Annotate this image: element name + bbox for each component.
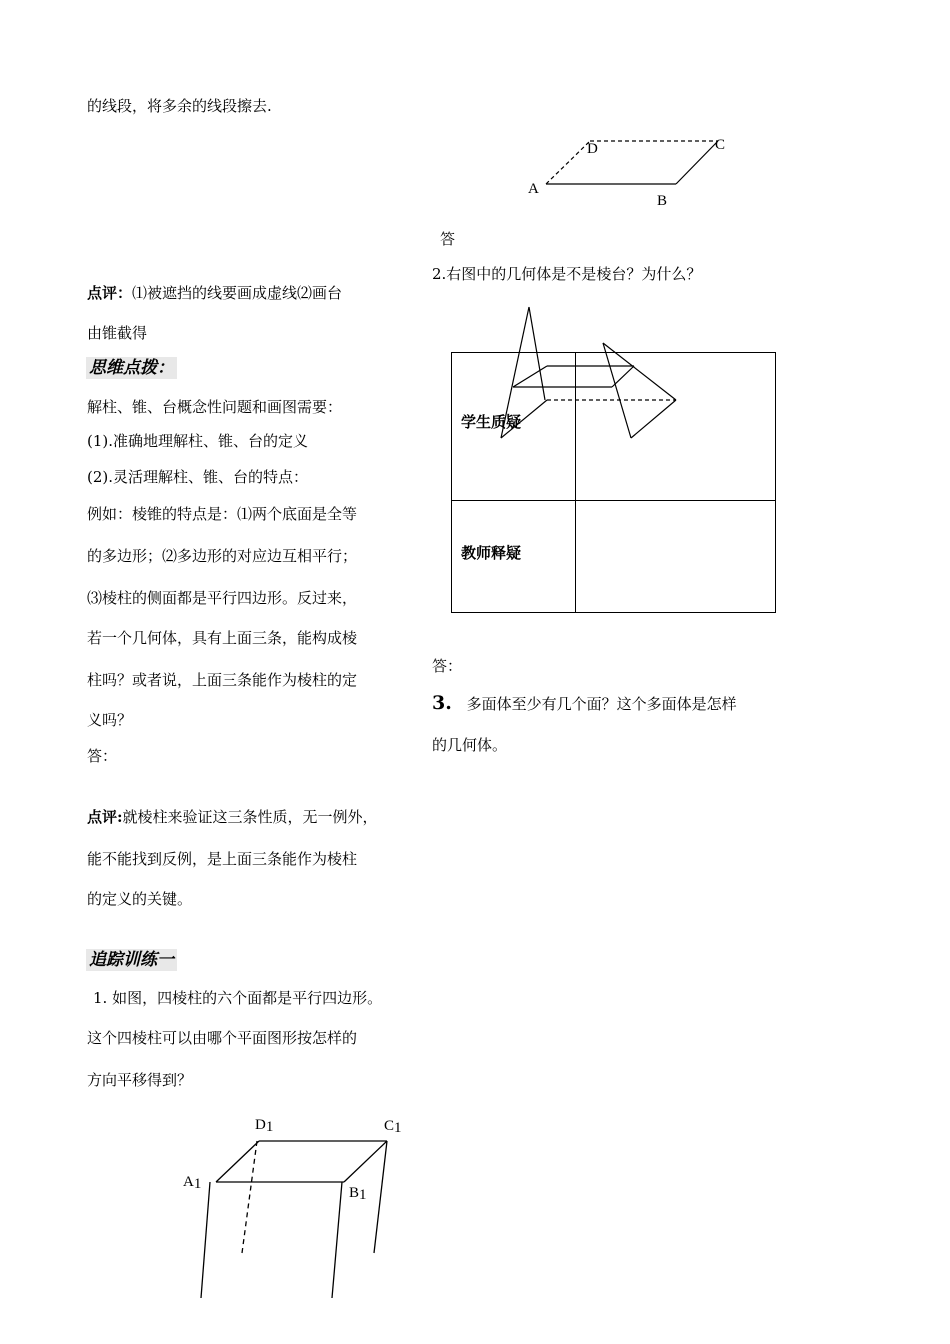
text-line: 的线段，将多余的线段擦去. — [87, 97, 272, 115]
edge-vertical — [201, 1182, 210, 1298]
question-text: 多面体至少有几个面？这个多面体是怎样 — [466, 695, 737, 713]
edge-vertical — [374, 1141, 387, 1253]
edge-ad — [546, 141, 590, 184]
edge-vertical — [332, 1182, 342, 1298]
label-b1: B1 — [349, 1185, 367, 1203]
paragraph-line: 的多边形；⑵多边形的对应边互相平行； — [87, 547, 358, 565]
question-1-line: 这个四棱柱可以由哪个平面图形按怎样的 — [87, 1029, 358, 1047]
paragraph-line: ⑶棱柱的侧面都是平行四边形。反过来， — [87, 589, 358, 607]
paragraph-line: (1).准确地理解柱、锥、台的定义 — [87, 432, 309, 450]
edge — [529, 307, 545, 400]
paragraph-line: 例如：棱锥的特点是：⑴两个底面是全等 — [87, 505, 358, 523]
label-c1: C1 — [384, 1118, 402, 1136]
comment-text: ⑴被遮挡的线要画成虚线⑵画台 — [132, 284, 343, 302]
table-label-teacher: 教师释疑 — [461, 544, 522, 562]
comment-label: 点评： — [87, 284, 133, 302]
paragraph-line: 若一个几何体，具有上面三条，能构成棱 — [87, 629, 358, 647]
label-d1: D1 — [255, 1117, 274, 1135]
label-a: A — [528, 181, 539, 197]
question-3-cont: 的几何体。 — [432, 736, 508, 754]
edge — [603, 343, 631, 438]
answer-label: 答： — [87, 747, 118, 765]
table-label-student: 学生质疑 — [461, 413, 522, 431]
edge — [603, 343, 676, 400]
comment-1-cont: 由锥截得 — [87, 324, 148, 342]
question-2: 2.右图中的几何体是不是棱台？为什么？ — [432, 265, 702, 283]
edge-a1d1 — [216, 1141, 259, 1182]
label-b: B — [657, 193, 668, 209]
label-d: D — [587, 141, 598, 157]
edge-b1c1 — [344, 1141, 387, 1182]
section-heading-practice: 追踪训练一 — [86, 949, 177, 971]
section-heading-thinking: 思维点拨： — [86, 357, 177, 379]
edge-bc — [676, 141, 718, 184]
hidden-edge — [242, 1141, 257, 1253]
comment-text: 就棱柱来验证这三条性质，无一例外， — [122, 808, 378, 826]
comment-label: 点评: — [87, 808, 123, 826]
paragraph-line: 解柱、锥、台概念性问题和画图需要： — [87, 398, 343, 416]
question-1-line: 方向平移得到？ — [87, 1071, 193, 1089]
edge — [631, 400, 676, 438]
comment-2-line: 能不能找到反例，是上面三条能作为棱柱 — [87, 850, 358, 868]
parallelogram-figure — [546, 141, 718, 184]
answer-label: 答： — [432, 657, 463, 675]
comment-2-line: 的定义的关键。 — [87, 890, 193, 908]
answer-label: 答 — [440, 230, 456, 248]
paragraph-line: 柱吗？或者说，上面三条能作为棱柱的定 — [87, 671, 358, 689]
paragraph-line: 义吗？ — [87, 711, 133, 729]
label-a1: A1 — [183, 1174, 202, 1192]
solid-figure — [501, 307, 676, 438]
label-c: C — [715, 137, 726, 153]
question-number: 3. — [432, 692, 452, 714]
paragraph-line: (2).灵活理解柱、锥、台的特点： — [87, 468, 309, 486]
prism-figure — [201, 1141, 387, 1298]
question-1-line: 1. 如图，四棱柱的六个面都是平行四边形。 — [93, 989, 383, 1007]
